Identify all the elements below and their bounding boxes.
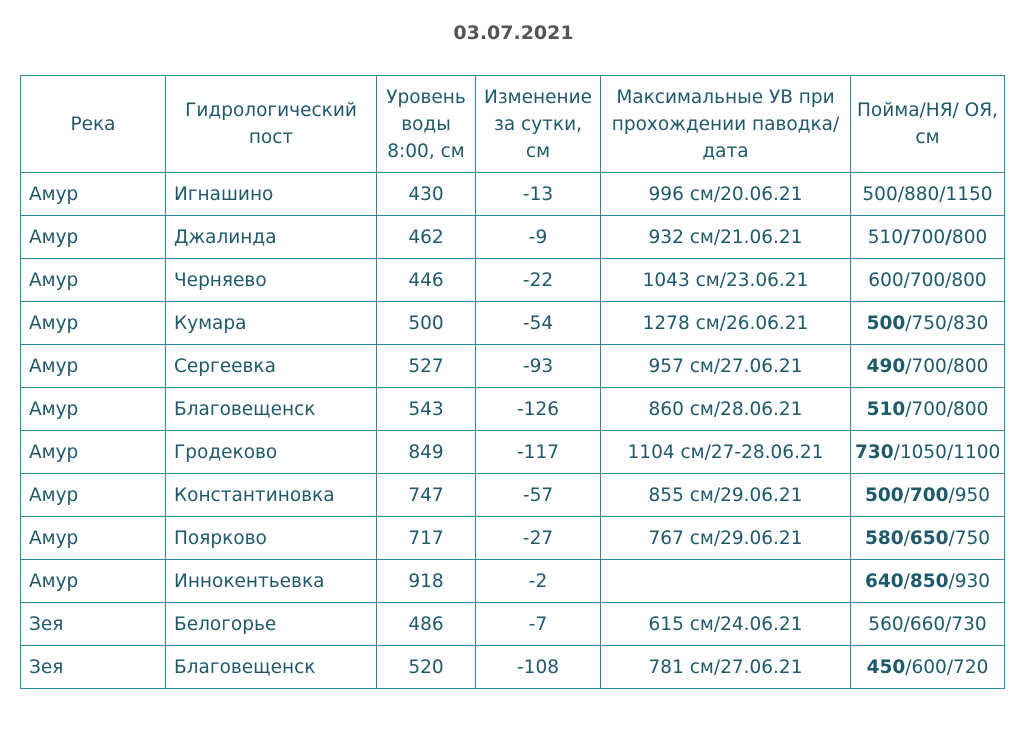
- cell-post: Гродеково: [166, 431, 377, 474]
- limits-part: /: [948, 527, 955, 549]
- limits-part: /: [903, 527, 910, 549]
- limits-part: 700: [909, 226, 946, 248]
- limits-part: 800: [951, 226, 988, 248]
- limits-part: 1050: [899, 441, 947, 463]
- limits-part: 1100: [953, 441, 1001, 463]
- cell-river: Амур: [21, 345, 166, 388]
- limits-part: /: [903, 269, 910, 291]
- limits-part: 490: [866, 355, 906, 377]
- cell-max: 781 см/27.06.21: [601, 646, 851, 689]
- limits-part: /: [945, 613, 952, 635]
- header-row: [21, 76, 1005, 173]
- limits-part: /: [945, 226, 952, 248]
- cell-level: 462: [377, 216, 476, 259]
- limits-part: 700: [909, 269, 946, 291]
- limits-part: 660: [909, 613, 946, 635]
- water-level-table: [20, 75, 1005, 689]
- cell-change: -57: [476, 474, 601, 517]
- cell-river: Зея: [21, 603, 166, 646]
- limits-part: 950: [954, 484, 991, 506]
- limits-part: 510: [867, 226, 904, 248]
- limits-part: /: [905, 656, 912, 678]
- cell-river: Амур: [21, 474, 166, 517]
- cell-max: 957 см/27.06.21: [601, 345, 851, 388]
- limits-part: /: [903, 570, 910, 592]
- limits-part: 800: [953, 355, 989, 377]
- limits-part: /: [893, 441, 900, 463]
- table-row: [21, 259, 1005, 302]
- cell-change: -108: [476, 646, 601, 689]
- cell-limits: [851, 216, 1005, 259]
- header-limits: Пойма/НЯ/ ОЯ, см: [851, 76, 1005, 173]
- cell-max: 996 см/20.06.21: [601, 173, 851, 216]
- limits-part: 700: [909, 484, 949, 506]
- cell-limits: [851, 560, 1005, 603]
- limits-part: /: [903, 226, 910, 248]
- limits-part: /: [897, 183, 904, 205]
- limits-part: 600: [911, 656, 947, 678]
- cell-limits: [851, 173, 1005, 216]
- limits-part: /: [905, 355, 912, 377]
- cell-level: 543: [377, 388, 476, 431]
- cell-max: [601, 560, 851, 603]
- header-river: Река: [21, 76, 166, 173]
- cell-limits: [851, 517, 1005, 560]
- cell-change: -2: [476, 560, 601, 603]
- cell-river: Амур: [21, 431, 166, 474]
- table-row: [21, 173, 1005, 216]
- cell-limits: [851, 474, 1005, 517]
- table-row: [21, 517, 1005, 560]
- header-max: Максимальные УВ при прохождении паводка/ дата: [601, 76, 851, 173]
- limits-part: 750: [911, 312, 947, 334]
- limits-part: /: [946, 312, 954, 334]
- cell-post: Игнашино: [166, 173, 377, 216]
- cell-level: 918: [377, 560, 476, 603]
- limits-part: 880: [903, 183, 940, 205]
- cell-post: Константиновка: [166, 474, 377, 517]
- cell-limits: [851, 646, 1005, 689]
- limits-part: /: [946, 355, 954, 377]
- cell-post: Благовещенск: [166, 646, 377, 689]
- limits-part: 800: [953, 398, 989, 420]
- table-row: [21, 603, 1005, 646]
- cell-max: 615 см/24.06.21: [601, 603, 851, 646]
- cell-change: -9: [476, 216, 601, 259]
- cell-post: Благовещенск: [166, 388, 377, 431]
- cell-post: Сергеевка: [166, 345, 377, 388]
- table-row: [21, 345, 1005, 388]
- header-level: Уровень воды 8:00, см: [377, 76, 476, 173]
- cell-max: 1278 см/26.06.21: [601, 302, 851, 345]
- table-row: [21, 431, 1005, 474]
- cell-change: -93: [476, 345, 601, 388]
- cell-max: 860 см/28.06.21: [601, 388, 851, 431]
- limits-part: /: [905, 398, 912, 420]
- cell-level: 430: [377, 173, 476, 216]
- limits-part: 700: [911, 398, 947, 420]
- limits-part: 650: [909, 527, 949, 549]
- page-title: 03.07.2021: [453, 22, 574, 44]
- limits-part: 560: [868, 613, 904, 635]
- cell-post: Джалинда: [166, 216, 377, 259]
- cell-max: 1104 см/27-28.06.21: [601, 431, 851, 474]
- cell-river: Зея: [21, 646, 166, 689]
- limits-part: /: [946, 441, 954, 463]
- cell-limits: [851, 388, 1005, 431]
- cell-post: Поярково: [166, 517, 377, 560]
- limits-part: 600: [868, 269, 904, 291]
- limits-part: /: [905, 312, 912, 334]
- limits-part: 730: [951, 613, 987, 635]
- cell-change: -7: [476, 603, 601, 646]
- cell-change: -22: [476, 259, 601, 302]
- table-row: [21, 646, 1005, 689]
- cell-change: -117: [476, 431, 601, 474]
- limits-part: 1150: [945, 183, 993, 205]
- table-row: [21, 216, 1005, 259]
- cell-post: Белогорье: [166, 603, 377, 646]
- limits-part: 720: [953, 656, 989, 678]
- limits-part: 850: [909, 570, 949, 592]
- limits-part: 830: [953, 312, 989, 334]
- limits-part: 700: [911, 355, 947, 377]
- header-change: Изменение за сутки, см: [476, 76, 601, 173]
- cell-change: -126: [476, 388, 601, 431]
- cell-change: -13: [476, 173, 601, 216]
- limits-part: /: [903, 613, 910, 635]
- cell-level: 486: [377, 603, 476, 646]
- cell-limits: [851, 345, 1005, 388]
- limits-part: 640: [864, 570, 904, 592]
- limits-part: 500: [866, 312, 906, 334]
- table-row: [21, 560, 1005, 603]
- limits-part: 730: [855, 441, 894, 463]
- cell-max: 1043 см/23.06.21: [601, 259, 851, 302]
- table-row: [21, 388, 1005, 431]
- limits-part: 500: [864, 484, 904, 506]
- limits-part: 450: [866, 656, 906, 678]
- cell-limits: [851, 603, 1005, 646]
- cell-max: 767 см/29.06.21: [601, 517, 851, 560]
- table-row: [21, 302, 1005, 345]
- cell-post: Черняево: [166, 259, 377, 302]
- table-body: [21, 173, 1005, 689]
- cell-limits: [851, 259, 1005, 302]
- cell-change: -27: [476, 517, 601, 560]
- limits-part: /: [948, 484, 955, 506]
- limits-part: 750: [954, 527, 991, 549]
- cell-post: Иннокентьевка: [166, 560, 377, 603]
- table-row: [21, 474, 1005, 517]
- limits-part: 800: [951, 269, 987, 291]
- cell-level: 500: [377, 302, 476, 345]
- limits-part: /: [948, 570, 955, 592]
- cell-level: 747: [377, 474, 476, 517]
- cell-river: Амур: [21, 216, 166, 259]
- limits-part: /: [945, 269, 952, 291]
- limits-part: /: [903, 484, 910, 506]
- cell-river: Амур: [21, 173, 166, 216]
- cell-max: 855 см/29.06.21: [601, 474, 851, 517]
- cell-level: 717: [377, 517, 476, 560]
- cell-limits: [851, 431, 1005, 474]
- cell-river: Амур: [21, 517, 166, 560]
- cell-max: 932 см/21.06.21: [601, 216, 851, 259]
- limits-part: /: [946, 656, 954, 678]
- cell-level: 520: [377, 646, 476, 689]
- cell-river: Амур: [21, 388, 166, 431]
- limits-part: 500: [862, 183, 898, 205]
- cell-river: Амур: [21, 560, 166, 603]
- cell-level: 849: [377, 431, 476, 474]
- limits-part: /: [946, 398, 954, 420]
- cell-limits: [851, 302, 1005, 345]
- limits-part: 930: [954, 570, 991, 592]
- header-post: Гидрологический пост: [166, 76, 377, 173]
- limits-part: /: [939, 183, 946, 205]
- cell-post: Кумара: [166, 302, 377, 345]
- cell-level: 446: [377, 259, 476, 302]
- table-header: [21, 76, 1005, 173]
- cell-river: Амур: [21, 302, 166, 345]
- cell-river: Амур: [21, 259, 166, 302]
- limits-part: 580: [864, 527, 904, 549]
- cell-change: -54: [476, 302, 601, 345]
- limits-part: 510: [866, 398, 906, 420]
- cell-level: 527: [377, 345, 476, 388]
